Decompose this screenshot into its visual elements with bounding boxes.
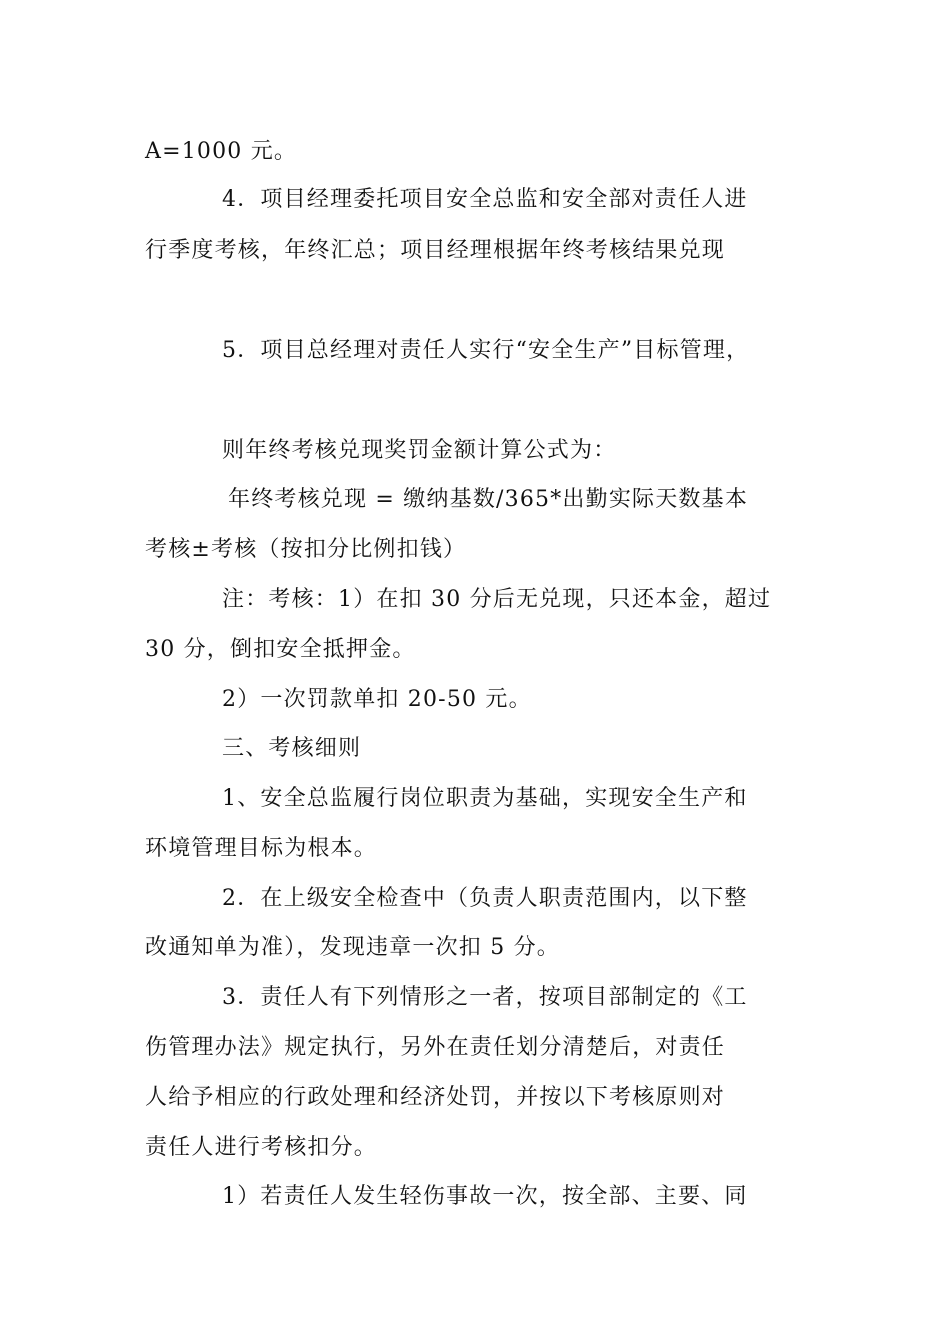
text-line: 考核±考核（按扣分比例扣钱） [145,537,467,562]
text-line: 则年终考核兑现奖罚金额计算公式为： [222,438,617,463]
text-line: 人给予相应的行政处理和经济处罚，并按以下考核原则对 [145,1085,726,1110]
text-line: 4．项目经理委托项目安全总监和安全部对责任人进 [222,187,748,212]
text-line: 责任人进行考核扣分。 [145,1135,378,1160]
text-line: 1）若责任人发生轻伤事故一次，按全部、主要、同 [222,1184,748,1209]
text-line: 伤管理办法》规定执行，另外在责任划分清楚后，对责任 [145,1035,726,1060]
text-line: 年终考核兑现 = 缴纳基数/365*出勤实际天数基本 [228,487,749,512]
text-line: 行季度考核，年终汇总；项目经理根据年终考核结果兑现 [145,238,726,263]
text-line: 1、安全总监履行岗位职责为基础，实现安全生产和 [222,786,748,811]
text-line: 3．责任人有下列情形之一者，按项目部制定的《工 [222,985,748,1010]
text-line: 2．在上级安全检查中（负责人职责范围内，以下整 [222,886,748,911]
text-line: 5．项目总经理对责任人实行“安全生产”目标管理， [222,338,750,363]
text-line: 环境管理目标为根本。 [145,836,378,861]
section-heading: 三、考核细则 [222,736,362,761]
text-line: 30 分，倒扣安全抵押金。 [145,637,416,662]
text-line: 改通知单为准），发现违章一次扣 5 分。 [145,935,560,960]
text-line: A=1000 元。 [145,139,298,164]
text-line: 注：考核：1）在扣 30 分后无兑现，只还本金，超过 [222,587,772,612]
text-line: 2）一次罚款单扣 20-50 元。 [222,687,532,712]
